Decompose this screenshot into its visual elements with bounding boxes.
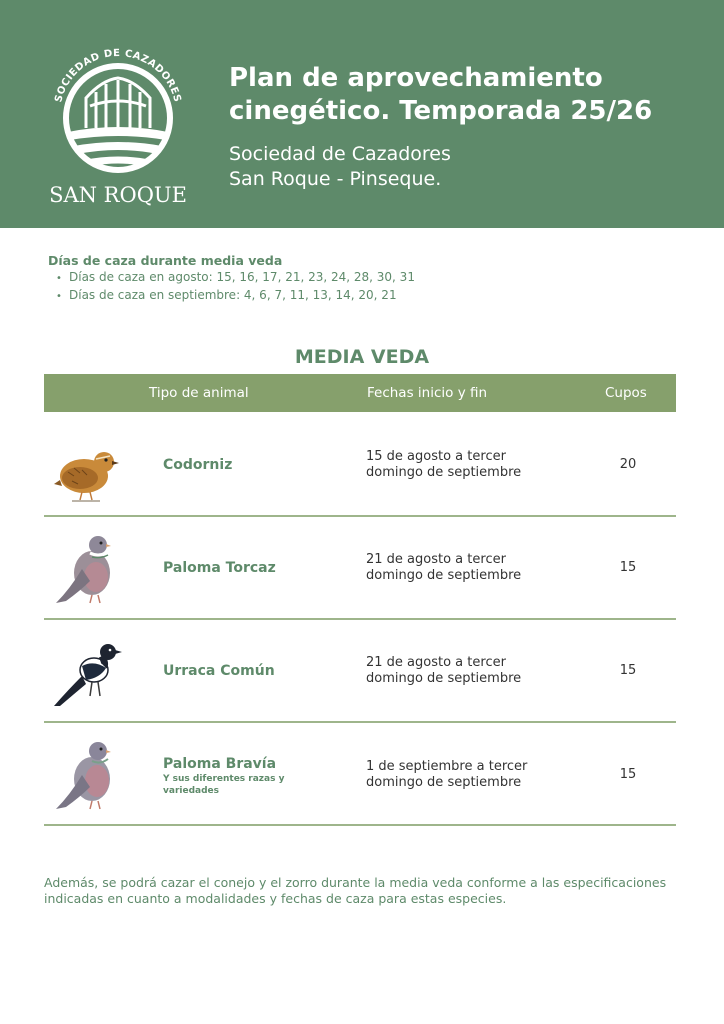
- bullet-icon: •: [56, 273, 62, 284]
- table-row: [44, 515, 676, 620]
- rock-pigeon-icon: [52, 735, 122, 813]
- quota-value: 15: [619, 767, 637, 782]
- season-dates-line-2: domingo de septiembre: [366, 671, 522, 686]
- hunting-days-list: [48, 269, 688, 305]
- quota-value: 15: [619, 663, 637, 678]
- list-item: [56, 269, 688, 287]
- season-dates-line-1: 21 de agosto a tercer: [366, 552, 506, 567]
- hunting-days-info: [48, 253, 688, 305]
- page-subtitle: [229, 142, 689, 192]
- column-header-quota: Cupos: [605, 385, 647, 401]
- season-dates-line-2: domingo de septiembre: [366, 775, 522, 790]
- society-logo: [38, 36, 198, 212]
- wood-pigeon-icon: [52, 529, 122, 607]
- season-dates: [366, 759, 556, 791]
- animal-name: Urraca Común: [163, 663, 275, 679]
- hunting-days-september: Días de caza en septiembre: 4, 6, 7, 11, 13, 14, 20, 21: [69, 288, 397, 302]
- season-dates-line-2: domingo de septiembre: [366, 568, 522, 583]
- footer-note: Además, se podrá cazar el conejo y el zorro durante la media veda conforme a las especificaciones indicadas en cuanto a modalidades y fechas de caza para estas especies.: [44, 875, 667, 906]
- season-dates-line-1: 15 de agosto a tercer: [366, 449, 506, 464]
- quota-value: 20: [619, 457, 637, 472]
- bullet-icon: •: [56, 291, 62, 302]
- page-title: Plan de aprovechamiento cinegético. Temporada 25/26: [229, 63, 653, 126]
- table-row: [44, 618, 676, 723]
- column-header-dates: Fechas inicio y fin: [367, 385, 488, 401]
- season-dates-line-1: 21 de agosto a tercer: [366, 655, 506, 670]
- table-row: [44, 412, 676, 517]
- season-dates: [366, 449, 556, 481]
- column-header-animal: Tipo de animal: [149, 385, 249, 401]
- season-dates: [366, 552, 556, 584]
- animal-name: Paloma Bravía: [163, 756, 277, 772]
- logo-name: SAN ROQUE: [49, 183, 187, 207]
- table-row: [44, 721, 676, 826]
- quail-icon: [52, 426, 122, 504]
- season-dates-line-1: 1 de septiembre a tercer: [366, 759, 528, 774]
- animal-name: Paloma Torcaz: [163, 560, 276, 576]
- subtitle-line-2: San Roque - Pinseque.: [229, 168, 442, 190]
- animal-name: Codorniz: [163, 457, 233, 473]
- season-dates-line-2: domingo de septiembre: [366, 465, 522, 480]
- season-dates: [366, 655, 556, 687]
- subtitle-line-1: Sociedad de Cazadores: [229, 143, 451, 165]
- hunting-days-heading: Días de caza durante media veda: [48, 253, 283, 268]
- magpie-icon: [52, 632, 122, 710]
- animal-name-note: Y sus diferentes razas y variedades: [163, 774, 285, 796]
- header-banner: [0, 0, 724, 228]
- quota-value: 15: [619, 560, 637, 575]
- list-item: [56, 287, 688, 305]
- hunting-days-august: Días de caza en agosto: 15, 16, 17, 21, 23, 24, 28, 30, 31: [69, 270, 415, 284]
- logo-arc-text: SOCIEDAD DE CAZADORES: [53, 47, 183, 104]
- section-title: MEDIA VEDA: [294, 346, 430, 368]
- table-header: [44, 374, 676, 412]
